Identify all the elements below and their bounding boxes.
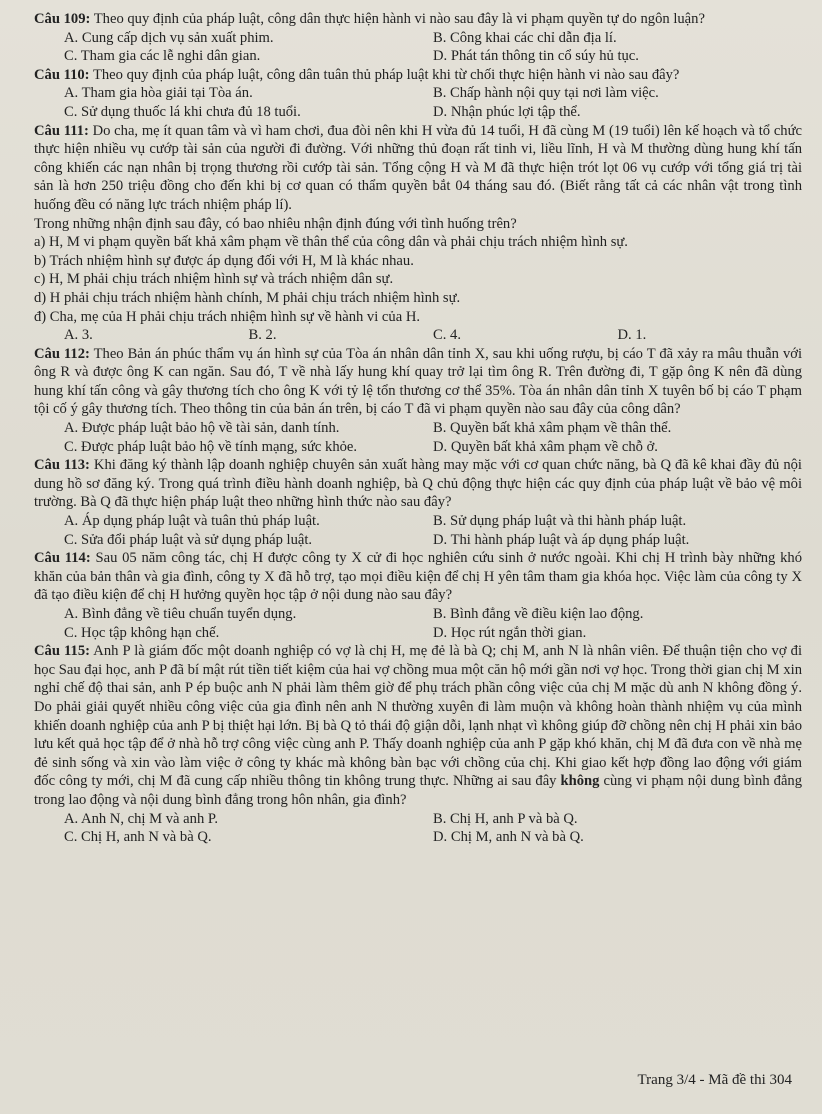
option-c: C. Sửa đổi pháp luật và sử dụng pháp luật. bbox=[64, 531, 313, 548]
option-a: A. Bình đẳng về tiêu chuẩn tuyển dụng. bbox=[64, 606, 297, 622]
statement-c: c) H, M phải chịu trách nhiệm hình sự và trách nhiệm dân sự. bbox=[34, 271, 394, 288]
options-row bbox=[34, 531, 802, 550]
options-row bbox=[34, 326, 802, 345]
options-row bbox=[34, 624, 802, 643]
question-text: Khi đăng ký thành lập doanh nghiệp chuyên sản xuất hàng may mặc với cơ quan chức năng, bà Q đã kê khai đầy đủ nội dung hồ sơ đăng ký. Trong quá trình điều hành doanh nghiệp, bà Q chủ động thực hiện các quy định của pháp luật về bảo vệ môi trường. Bà Q đã thực hiện pháp luật theo những hình thức nào sau đây? bbox=[34, 457, 802, 511]
option-a: A. Cung cấp dịch vụ sản xuất phim. bbox=[64, 29, 274, 46]
option-a: A. 3. bbox=[64, 327, 93, 344]
question-115 bbox=[34, 642, 802, 809]
options-row bbox=[34, 29, 802, 48]
option-b: B. Chấp hành nội quy tại nơi làm việc. bbox=[433, 85, 659, 102]
question-text: Sau 05 năm công tác, chị H được công ty X cử đi học nghiên cứu sinh ở nước ngoài. Khi chị H trình bày những khó khăn của bản thân và gia đình, công ty X đã hỗ trợ, tạo mọi điều kiện để chị H yên tâm tham gia khóa học. Việc làm của công ty X đã tạo điều kiện để chị H hưởng quyền học tập ở nội dung nào sau đây? bbox=[34, 550, 802, 604]
question-114 bbox=[34, 549, 802, 605]
option-d: D. Chị M, anh N và bà Q. bbox=[433, 829, 584, 846]
options-row bbox=[34, 512, 802, 531]
option-b: B. Quyền bất khả xâm phạm về thân thể. bbox=[433, 420, 672, 437]
option-a: A. Tham gia hòa giải tại Tòa án. bbox=[64, 85, 253, 102]
question-text: Theo quy định của pháp luật, công dân tuân thủ pháp luật khi từ chối thực hiện hành vi nào sau đây? bbox=[92, 66, 680, 83]
question-number: Câu 109: bbox=[34, 11, 91, 27]
option-b: B. Chị H, anh P và bà Q. bbox=[433, 810, 578, 827]
page-footer: Trang 3/4 - Mã đề thi 304 bbox=[637, 1072, 792, 1089]
question-number: Câu 114: bbox=[34, 550, 91, 567]
statement-a: a) H, M vi phạm quyền bất khả xâm phạm về thân thể của công dân và phải chịu trách nhiệm hình sự. bbox=[34, 234, 628, 251]
statement-d: d) H phải chịu trách nhiệm hành chính, M phải chịu trách nhiệm hình sự. bbox=[34, 289, 461, 306]
option-d: D. Quyền bất khả xâm phạm về chỗ ở. bbox=[433, 438, 658, 455]
options-row bbox=[34, 605, 802, 624]
options-row bbox=[34, 47, 802, 66]
question-number: Câu 115: bbox=[34, 643, 90, 660]
option-d: D. Thi hành pháp luật và áp dụng pháp luật. bbox=[433, 531, 690, 548]
option-b: B. Sử dụng pháp luật và thi hành pháp luật. bbox=[433, 513, 687, 530]
question-110 bbox=[34, 66, 802, 85]
question-number: Câu 111: bbox=[34, 122, 89, 139]
statement-b: b) Trách nhiệm hình sự được áp dụng đối với H, M là khác nhau. bbox=[34, 252, 414, 269]
question-number: Câu 113: bbox=[34, 457, 90, 474]
options-row bbox=[34, 810, 802, 829]
emphasis-word: không bbox=[560, 773, 600, 790]
question-112 bbox=[34, 345, 802, 419]
option-d: D. 1. bbox=[617, 327, 647, 344]
option-d: D. Phát tán thông tin cổ súy hủ tục. bbox=[433, 48, 639, 65]
options-row bbox=[34, 438, 802, 457]
option-c: C. Chị H, anh N và bà Q. bbox=[64, 829, 212, 846]
option-c: C. Tham gia các lễ nghi dân gian. bbox=[64, 48, 261, 65]
question-number: Câu 110: bbox=[34, 66, 90, 83]
question-text: Theo quy định của pháp luật, công dân thực hiện hành vi nào sau đây là vi phạm quyền tự do ngôn luận? bbox=[93, 11, 705, 27]
option-b: B. Bình đẳng về điều kiện lao động. bbox=[433, 606, 644, 622]
question-text: Do cha, mẹ ít quan tâm và vì ham chơi, đua đòi nên khi H vừa đủ 14 tuổi, H đã cùng M (19 tuổi) lên kế hoạch và tổ chức thực hiện nhiều vụ cướp tài sản của người đi đường. Với những thủ đoạn rất tinh vi, liều lĩnh, H và M thường dùng hung khí tấn công khiến các nạn nhân bị trọng thương rồi cướp tài sản. Tổng cộng H và M đã thực hiện trót lọt 06 vụ cướp với tổng giá trị tài sản là hơn 250 triệu đồng cho đến khi bị cơ quan có thẩm quyền bắt 04 tháng sau đó. (Biết rằng tất cả các nhân vật trong tình huống đều có năng lực trách nhiệm pháp lí). bbox=[34, 122, 802, 213]
question-text-cont: cùng vi phạm nội dung bình đẳng trong lao động và nội dung bình đẳng trong hôn nhân, gia đình? bbox=[34, 773, 803, 808]
question-111 bbox=[34, 122, 802, 215]
option-b: B. Công khai các chỉ dẫn địa lí. bbox=[433, 29, 617, 46]
question-text: Theo Bản án phúc thẩm vụ án hình sự của Tòa án nhân dân tỉnh X, sau khi uống rượu, bị cáo T đã xảy ra mâu thuẫn với ông R và được ông K can ngăn. Sau đó, T về nhà lấy hung khí quay trở lại tìm ông R. Trên đường đi, T gặp ông K nên đã dùng hung khí tấn công và gây thương tích cho ông K với tỷ lệ tổn thương cơ thể 35%. Tòa án nhân dân tỉnh X tuyên bố bị cáo T phạm tội cố ý gây thương tích. Theo thông tin của bản án trên, bị cáo T đã vi phạm quyền nào sau đây của công dân? bbox=[34, 345, 803, 418]
option-b: B. 2. bbox=[248, 327, 277, 344]
question-113 bbox=[34, 456, 802, 512]
option-a: A. Được pháp luật bảo hộ về tài sản, danh tính. bbox=[64, 420, 340, 437]
question-109 bbox=[34, 10, 802, 29]
options-row bbox=[34, 103, 802, 122]
option-a: A. Áp dụng pháp luật và tuân thủ pháp luật. bbox=[64, 513, 320, 530]
option-c: C. 4. bbox=[433, 327, 461, 344]
question-prompt: Trong những nhận định sau đây, có bao nhiêu nhận định đúng với tình huống trên? bbox=[34, 215, 517, 232]
option-c: C. Được pháp luật bảo hộ về tính mạng, sức khỏe. bbox=[64, 438, 358, 455]
options-row bbox=[34, 828, 802, 847]
option-a: A. Anh N, chị M và anh P. bbox=[64, 810, 219, 827]
question-number: Câu 112: bbox=[34, 345, 90, 362]
question-text: Anh P là giám đốc một doanh nghiệp có vợ là chị H, mẹ đẻ là bà Q; chị M, anh N là nhân viên. Để thuận tiện cho vợ đi học Sau đại học, anh P đã bí mật rút tiền tiết kiệm của hai vợ chồng mua một căn hộ mới gần nơi vợ học. Trong thời gian chị M xin nghỉ chế độ thai sản, anh P ép buộc anh N phải làm thêm giờ để phụ trách phần công việc của chị M mặc dù anh N không đồng ý. Do phải giải quyết nhiều công việc của gia đình nên anh N thường xuyên đi làm muộn và không hoàn thành nhiệm vụ của mình khiến doanh nghiệp của anh P bị thiệt hại lớn. Bị bà Q tỏ thái độ giận dỗi, lạnh nhạt vì không giúp đỡ chồng nên chị H phải xin bảo lưu kết quả học tập để ở nhà hỗ trợ công việc cùng anh P. Thấy doanh nghiệp của anh P gặp khó khăn, chị M đã đưa con về nhà mẹ đẻ sinh sống và xin vào làm việc ở công ty khác mà không bàn bạc với chồng của chị. Khi giao kết hợp đồng lao động với giám đốc công ty mới, chị M đã cung cấp nhiều thông tin không trung thực. Những ai sau đây bbox=[34, 643, 803, 790]
option-c: C. Sử dụng thuốc lá khi chưa đủ 18 tuổi. bbox=[64, 103, 301, 120]
option-c: C. Học tập không hạn chế. bbox=[64, 624, 220, 641]
statement-e: đ) Cha, mẹ của H phải chịu trách nhiệm hình sự về hành vi của H. bbox=[34, 308, 421, 325]
option-d: D. Nhận phúc lợi tập thể. bbox=[433, 103, 581, 120]
options-row bbox=[34, 419, 802, 438]
option-d: D. Học rút ngắn thời gian. bbox=[433, 624, 587, 641]
options-row bbox=[34, 84, 802, 103]
